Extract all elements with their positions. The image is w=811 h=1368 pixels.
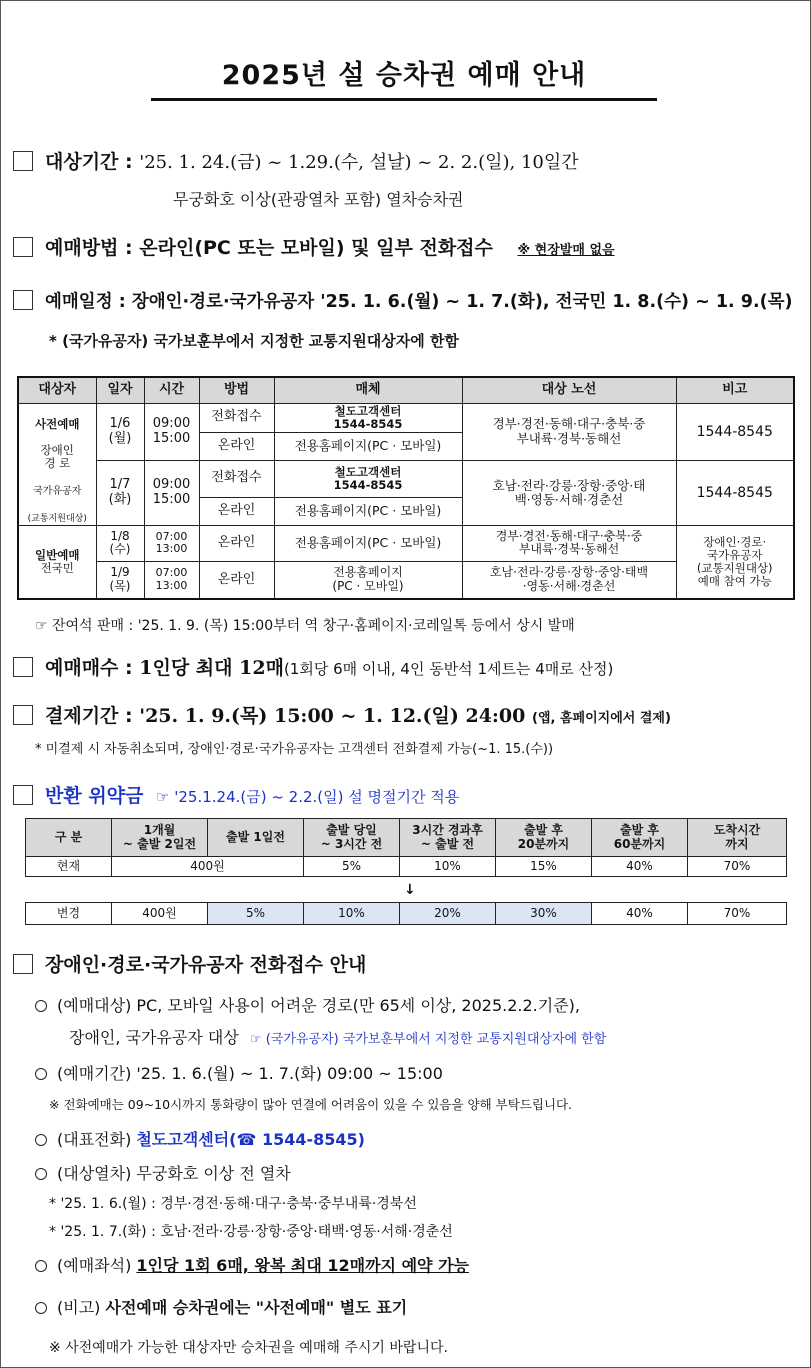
phone-row [35,1127,365,1150]
booking-period-row [35,1061,443,1084]
day1-routes: * '25. 1. 6.(월) : 경부·경전·동해·대구·충북·중부내륙·경북선 [49,1196,417,1212]
method-cell: 온라인 [199,561,274,599]
refund-cell-highlight: 5% [208,903,304,925]
target-note: ☞ (국가유공자) 국가보훈부에서 지정한 교통지원대상자에 한함 [249,1032,607,1047]
checkbox-icon [13,657,33,677]
period-text: '25. 1. 24.(금) ~ 1.29.(수, 설날) ~ 2. 2.(일), 10일간 [139,152,579,173]
note-cell: 1544-8545 [676,460,794,525]
method-cell: 온라인 [199,497,274,525]
time-cell: 09:00 15:00 [144,460,199,525]
target-text: (예매대상) PC, 모바일 사용이 어려운 경로(만 65세 이상, 2025.2.2.기준), [57,996,581,1015]
refund-changed-table [25,902,787,925]
changed-label: 변경 [26,903,112,925]
method-cell: 온라인 [199,525,274,561]
remark-row [35,1295,407,1318]
refund-col-header: 출발 1일전 [208,819,304,857]
payment-detail: (앱, 홈페이지에서 결제) [532,711,671,726]
method-cell: 온라인 [199,432,274,460]
circle-bullet-icon [35,1168,47,1180]
payment-note: * 미결제 시 자동취소되며, 장애인·경로·국가유공자는 고객센터 전화결제 가능(~1. 15.(수)) [35,742,554,757]
media-cell: 전용홈페이지(PC · 모바일) [274,525,462,561]
target-row [35,993,580,1016]
refund-cell-highlight: 30% [496,903,592,925]
refund-label: 반환 위약금 [45,785,144,807]
remark-text: 사전예매 승차권에는 "사전예매" 별도 표기 [105,1298,408,1317]
refund-col-header: 출발 후 20분까지 [496,819,592,857]
refund-text: ☞ '25.1.24.(금) ~ 2.2.(일) 설 명절기간 적용 [156,788,460,806]
date-cell: 1/8 (수) [96,525,144,561]
refund-col-header: 1개월 ~ 출발 2일전 [112,819,208,857]
refund-cell: 400원 [112,857,304,877]
date-cell: 1/9 (목) [96,561,144,599]
media-cell: 철도고객센터 1544-8545 [274,460,462,497]
booking-period-note: ※ 전화예매는 09~10시까지 통화량이 많아 연결에 어려움이 있을 수 있음을 양해 부탁드립니다. [49,1097,573,1112]
final-note: ※ 사전예매가 가능한 대상자만 승차권을 예매해 주시기 바랍니다. [49,1340,448,1356]
arrow-down-icon: ↓ [404,882,416,898]
note-cell: 1544-8545 [676,403,794,460]
limit-row [13,653,613,680]
time-cell: 07:00 13:00 [144,525,199,561]
method-cell: 전화접수 [199,460,274,497]
media-cell: 전용홈페이지 (PC · 모바일) [274,561,462,599]
schedule-table [17,376,795,600]
col-header: 방법 [199,377,274,403]
method-row [13,233,615,260]
method-label: 예매방법 : [45,237,133,259]
seats-row [35,1253,469,1276]
phone-number: 철도고객센터(☎ 1544-8545) [136,1130,365,1149]
method-cell: 전화접수 [199,403,274,432]
routes-cell: 호남·전라·강릉·장항·중앙·태 백·영동·서해·경춘선 [462,460,676,525]
checkbox-icon [13,290,33,310]
circle-bullet-icon [35,1260,47,1272]
col-header: 비고 [676,377,794,403]
trains-row [35,1161,291,1184]
target-row-2 [69,1025,606,1048]
refund-cell: 5% [304,857,400,877]
general-label: 일반예매 [35,547,80,562]
circle-bullet-icon [35,1302,47,1314]
refund-col-header: 구 분 [26,819,112,857]
schedule-text: 장애인·경로·국가유공자 '25. 1. 6.(월) ~ 1. 7.(화), 전국민 1. 8.(수) ~ 1. 9.(목) [131,292,793,312]
routes-cell: 경부·경전·동해·대구·충북·중 부내륙·경북·동해선 [462,403,676,460]
trains-label: (대상열차) [57,1164,132,1183]
date-cell: 1/7 (화) [96,460,144,525]
refund-cell: 40% [592,903,688,925]
schedule-label: 예매일정 : [45,292,126,312]
advance-sub3: (교통지원대상) [27,513,87,524]
advance-sub2: 국가유공자 [33,485,82,497]
schedule-row [13,288,793,313]
routes-cell: 경부·경전·동해·대구·충북·중 부내륙·경북·동해선 [462,525,676,561]
circle-bullet-icon [35,1000,47,1012]
refund-col-header: 도착시간 까지 [688,819,787,857]
advance-sub: 장애인 경 로 [40,443,74,471]
checkbox-icon [13,151,33,171]
advance-cell [18,403,96,525]
current-label: 현재 [26,857,112,877]
checkbox-icon [13,785,33,805]
media-cell: 전용홈페이지(PC · 모바일) [274,432,462,460]
col-header: 대상 노선 [462,377,676,403]
refund-cell: 400원 [112,903,208,925]
page-title: 2025년 설 승차권 예매 안내 [151,53,657,101]
general-cell [18,525,96,599]
refund-col-header: 출발 당일 ~ 3시간 전 [304,819,400,857]
payment-row [13,701,671,728]
refund-table [25,818,787,877]
refund-col-header: 출발 후 60분까지 [592,819,688,857]
method-text: 온라인(PC 또는 모바일) 및 일부 전화접수 [139,237,493,259]
schedule-note: * (국가유공자) 국가보훈부에서 지정한 교통지원대상자에 한함 [49,332,459,350]
refund-cell: 10% [400,857,496,877]
routes-cell: 호남·전라·강릉·장항·중앙·태백 ·영동·서해·경춘선 [462,561,676,599]
media-cell: 철도고객센터 1544-8545 [274,403,462,432]
col-header: 일자 [96,377,144,403]
circle-bullet-icon [35,1068,47,1080]
method-note: ※ 현장발매 없음 [517,243,615,258]
refund-cell: 40% [592,857,688,877]
time-cell: 09:00 15:00 [144,403,199,460]
day2-routes: * '25. 1. 7.(화) : 호남·전라·강릉·장항·중앙·태백·영동·서해·경춘선 [49,1224,453,1240]
col-header: 대상자 [18,377,96,403]
refund-cell-highlight: 20% [400,903,496,925]
phone-guide-row [13,950,366,977]
limit-label: 예매매수 : [45,657,133,679]
refund-cell: 70% [688,857,787,877]
booking-period-text: (예매기간) '25. 1. 6.(월) ~ 1. 7.(화) 09:00 ~ 15:00 [57,1064,443,1083]
seats-label: (예매좌석) [57,1256,132,1275]
refund-cell: 70% [688,903,787,925]
checkbox-icon [13,705,33,725]
circle-bullet-icon [35,1134,47,1146]
checkbox-icon [13,954,33,974]
remaining-seats-note: ☞ 잔여석 판매 : '25. 1. 9. (목) 15:00부터 역 창구·홈페이지·코레일톡 등에서 상시 발매 [35,618,575,634]
target-text-2: 장애인, 국가유공자 대상 [69,1028,239,1047]
payment-text: '25. 1. 9.(목) 15:00 ~ 1. 12.(일) 24:00 [139,705,526,727]
limit-detail: (1회당 6매 이내, 4인 동반석 1세트는 4매로 산정) [283,660,614,678]
phone-guide-title: 장애인·경로·국가유공자 전화접수 안내 [45,954,367,976]
period-text2: 무궁화호 이상(관광열차 포함) 열차승차권 [173,190,464,209]
seats-text: 1인당 1회 6매, 왕복 최대 12매까지 예약 가능 [136,1256,469,1275]
general-sub: 전국민 [40,561,74,576]
date-cell: 1/6 (월) [96,403,144,460]
refund-cell-highlight: 10% [304,903,400,925]
period-label: 대상기간 : [45,151,133,173]
limit-text: 1인당 최대 12매 [139,657,284,679]
phone-label: (대표전화) [57,1130,132,1149]
period-row [13,147,579,174]
remark-label: (비고) [57,1298,101,1317]
general-note-cell: 장애인·경로· 국가유공자 (교통지원대상) 예매 참여 가능 [676,525,794,599]
trains-text: 무궁화호 이상 전 열차 [136,1164,291,1183]
col-header: 시간 [144,377,199,403]
refund-col-header: 3시간 경과후 ~ 출발 전 [400,819,496,857]
col-header: 매체 [274,377,462,403]
media-cell: 전용홈페이지(PC · 모바일) [274,497,462,525]
checkbox-icon [13,237,33,257]
time-cell: 07:00 13:00 [144,561,199,599]
advance-label: 사전예매 [35,416,80,431]
refund-cell: 15% [496,857,592,877]
refund-row [13,781,459,808]
payment-label: 결제기간 : [45,705,133,727]
